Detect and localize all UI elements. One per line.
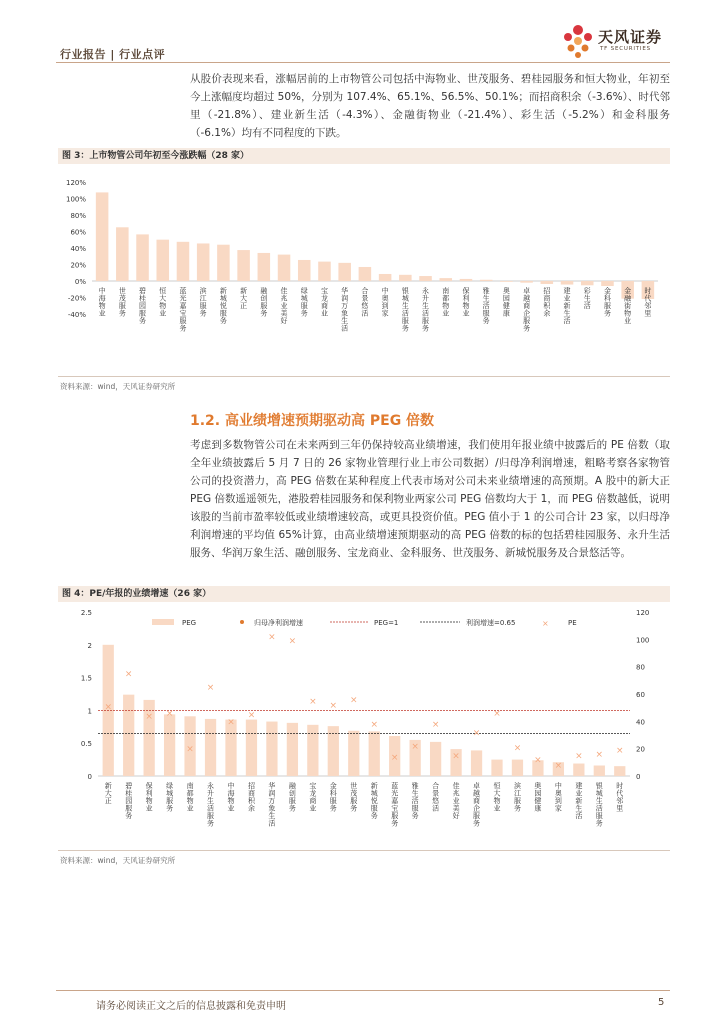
bar	[258, 253, 271, 281]
bar	[561, 281, 574, 285]
x-tick-label: 时代邻里	[644, 287, 652, 318]
x-tick-label: 绿城服务	[300, 287, 308, 318]
x-tick-label: 宝龙商业	[309, 782, 317, 813]
y-tick-label: 100%	[65, 195, 86, 204]
x-tick-label: 雅生活服务	[411, 782, 419, 820]
y-tick-label: 20%	[70, 261, 86, 270]
x-tick-label: 南都物业	[442, 287, 450, 318]
legend-pe-marker: ×	[542, 619, 549, 628]
x-tick-label: 融创服务	[288, 782, 296, 813]
pe-marker: ×	[124, 669, 133, 680]
legend-pe-label: PE	[568, 619, 577, 627]
page-number: 5	[658, 997, 665, 1008]
tf-flower-logo-icon	[560, 22, 596, 62]
x-tick-label: 建业新生活	[575, 782, 583, 820]
bar	[156, 240, 169, 281]
pe-marker: ×	[268, 632, 276, 643]
section-heading: 1.2. 高业绩增速预期驱动高 PEG 倍数	[190, 413, 435, 429]
x-tick-label: 宝龙商业	[320, 287, 328, 318]
bar	[520, 281, 533, 283]
y-tick-label: 120%	[65, 179, 86, 187]
x-tick-label: 新大正	[240, 287, 248, 310]
y-tick-label: 80%	[70, 212, 86, 220]
pe-marker: ×	[165, 709, 174, 720]
x-tick-label: 雅生活服务	[482, 287, 490, 325]
bar	[439, 278, 452, 281]
figure-4-chart	[58, 604, 670, 850]
bar	[338, 263, 351, 281]
x-tick-label: 彩生活	[583, 287, 591, 310]
right-y-tick-label: 120	[636, 609, 650, 617]
bar	[601, 281, 614, 286]
right-y-tick-label: 20	[636, 745, 645, 754]
figure-3-divider	[58, 376, 670, 377]
x-tick-label: 蓝光嘉宝服务	[179, 287, 187, 333]
x-tick-label: 奥园健康	[534, 782, 542, 813]
x-tick-label: 时代邻里	[616, 782, 624, 813]
x-tick-label: 银城生活服务	[595, 782, 603, 828]
x-tick-label: 中海物业	[227, 782, 235, 813]
x-tick-label: 佳兆业美好	[280, 287, 288, 325]
peg-bar	[266, 722, 277, 776]
left-y-tick-label: 2	[87, 641, 92, 650]
brand-subtitle: TF SECURITIES	[600, 46, 651, 52]
pe-marker: ×	[349, 695, 358, 706]
bar	[318, 262, 331, 281]
bar	[278, 255, 291, 281]
x-tick-label: 保利物业	[462, 287, 470, 318]
peg-bar	[123, 695, 134, 776]
peg-bar	[164, 714, 175, 776]
peg-bar	[594, 766, 605, 776]
y-tick-label: -20%	[67, 294, 86, 303]
bar	[177, 242, 190, 281]
x-tick-label: 卓越商企服务	[523, 287, 531, 333]
figure-4-title: 图 4：PE/年报的业绩增速（26 家）	[58, 586, 670, 602]
x-tick-label: 合景悠活	[361, 287, 369, 318]
x-tick-label: 佳兆业美好	[452, 782, 460, 820]
figure-3-title: 图 3：上市物管公司年初至今涨跌幅（28 家）	[58, 148, 670, 164]
x-tick-label: 建业新生活	[563, 287, 571, 325]
footer-divider	[56, 990, 670, 991]
legend-peg1-label: PEG=1	[374, 619, 399, 627]
x-tick-label: 碧桂园服务	[125, 782, 133, 820]
footer-disclaimer: 请务必阅读正文之后的信息披露和免责申明	[96, 1001, 286, 1012]
paragraph-peg-analysis: 考虑到多数物管公司在未来两到三年仍保持较高业绩增速，我们使用年报业绩中披露后的 PE 倍数（取全年业绩披露后 5 月 7 日的 26 家物业管理行业上市公司数据）/归母净利润增速，粗略考察各家物管公司的投资潜力，高 PEG 倍数在某种程度上代表市场对公司未来业绩增速的高预期。A 股中的新大正 PEG 倍数遥遥领先，港股碧桂园服务和保利物业两家公司 PEG 倍数均大于 1，而 PEG 倍数越低，说明该股的当前市盈率较低或业绩增速较高，或更具投资价值。PEG 值小于 1 的公司合计 23 家，以归母净利润增速的平均值 65%计算，由高业绩增速预期驱动的高 PEG 倍数的标的包括碧桂园服务、永升生活服务、华润万象生活、融创服务、宝龙商业、金科服务、世茂服务、新城悦服务及合景悠活等。	[190, 439, 670, 559]
x-tick-label: 中奥到家	[554, 782, 562, 813]
paragraph-price-performance: 从股价表现来看，涨幅居前的上市物管公司包括中海物业、世茂服务、碧桂园服务和恒大物业，年初至今上涨幅度均超过 50%，分别为 107.4%、65.1%、56.5%、50.1%；而招商积余（-3.6%）、时代邻里（-21.8%）、建业新生活（-4.3%）、金融街物业（-21.4%）、彩生活（-5.2%）和金科服务（-6.1%）均有不同程度的下跌。	[190, 73, 670, 139]
left-y-tick-label: 1	[87, 707, 92, 716]
peg-bar	[348, 731, 359, 776]
x-tick-label: 银城生活服务	[401, 287, 409, 333]
x-tick-label: 融创服务	[260, 287, 268, 318]
x-tick-label: 碧桂园服务	[139, 287, 147, 325]
pe-marker: ×	[104, 702, 113, 713]
x-tick-label: 绿城服务	[166, 782, 174, 813]
pe-marker: ×	[575, 751, 583, 762]
peg-bar	[205, 719, 216, 776]
peg-bar	[491, 760, 502, 776]
legend-peg-swatch	[152, 619, 174, 625]
x-tick-label: 华润万象生活	[341, 287, 349, 333]
report-section-label: 行业报告 | 行业点评	[60, 48, 166, 61]
bar	[359, 267, 372, 281]
peg-bar	[246, 720, 257, 776]
legend-peg-label: PEG	[182, 619, 197, 627]
pe-marker: ×	[370, 720, 379, 731]
bar	[197, 243, 210, 281]
y-tick-label: 40%	[70, 245, 86, 253]
pe-marker: ×	[227, 717, 235, 728]
figure-3-chart	[58, 168, 670, 376]
x-tick-label: 合景悠活	[432, 782, 440, 813]
x-tick-label: 南都物业	[186, 782, 194, 813]
y-tick-label: 60%	[70, 228, 86, 237]
left-y-tick-label: 0.5	[80, 740, 92, 749]
peg-bar	[369, 731, 380, 776]
bar	[217, 245, 230, 281]
brand-logo	[560, 22, 680, 66]
y-tick-label: -40%	[67, 311, 86, 319]
x-tick-label: 世茂服务	[350, 782, 358, 813]
pe-marker: ×	[288, 636, 297, 647]
right-y-tick-label: 0	[636, 773, 641, 781]
x-tick-label: 恒大物业	[159, 287, 167, 318]
peg-bar	[512, 760, 523, 776]
y-tick-label: 0%	[74, 278, 86, 286]
x-tick-label: 华润万象生活	[268, 782, 276, 828]
pe-marker: ×	[329, 700, 338, 711]
pe-marker: ×	[493, 709, 501, 720]
figure-3-source: 资料来源：wind，天风证券研究所	[60, 382, 176, 391]
bar	[399, 275, 412, 281]
bar	[480, 280, 493, 281]
peg-bar	[287, 723, 298, 776]
legend-growth-line-label: 利润增速=0.65	[466, 619, 516, 627]
bar	[541, 281, 554, 284]
bar	[379, 274, 392, 281]
bar	[136, 234, 149, 281]
left-y-tick-label: 1.5	[80, 674, 92, 683]
x-tick-label: 中奥到家	[381, 287, 389, 318]
x-tick-label: 招商积余	[543, 287, 551, 318]
price-change-bar-chart	[58, 168, 670, 376]
x-tick-label: 中海物业	[98, 287, 106, 318]
x-tick-label: 卓越商企服务	[473, 782, 481, 828]
pe-marker: ×	[472, 728, 481, 739]
bar	[581, 281, 594, 285]
pe-marker: ×	[390, 752, 399, 763]
x-tick-label: 永升生活服务	[207, 782, 215, 828]
pe-marker: ×	[595, 750, 604, 761]
x-tick-label: 滨江服务	[513, 782, 521, 813]
x-tick-label: 新城悦服务	[219, 287, 227, 325]
left-y-tick-label: 2.5	[80, 609, 92, 617]
x-tick-label: 金科服务	[329, 782, 337, 813]
pe-marker: ×	[615, 746, 624, 757]
peg-bar	[614, 766, 625, 776]
pe-marker: ×	[309, 696, 317, 707]
peg-combo-chart	[58, 604, 670, 850]
pe-marker: ×	[247, 710, 256, 721]
bar	[298, 260, 311, 281]
legend-growth-marker	[240, 620, 244, 624]
brand-name: 天风证券	[598, 28, 663, 46]
x-tick-label: 招商积余	[247, 782, 255, 813]
bar	[237, 250, 250, 281]
peg-bar	[471, 750, 482, 776]
bar	[116, 227, 129, 281]
figure-4-source: 资料来源：wind，天风证券研究所	[60, 856, 176, 865]
x-tick-label: 保利物业	[145, 782, 153, 813]
pe-marker: ×	[186, 744, 194, 755]
bar	[96, 192, 109, 281]
x-tick-label: 滨江服务	[199, 287, 207, 318]
x-tick-label: 恒大物业	[493, 782, 501, 813]
peg-bar	[307, 725, 318, 776]
bar	[460, 279, 473, 281]
pe-marker: ×	[411, 741, 419, 752]
x-tick-label: 奥园健康	[502, 287, 510, 318]
right-y-tick-label: 100	[636, 636, 650, 645]
x-tick-label: 蓝光嘉宝服务	[391, 782, 399, 828]
figure-4-divider	[58, 850, 670, 851]
x-tick-label: 世茂服务	[118, 287, 126, 318]
peg-bar	[573, 764, 584, 776]
right-y-tick-label: 40	[636, 718, 645, 727]
legend-growth-label: 归母净利润增速	[254, 619, 303, 627]
peg-bar	[430, 742, 441, 776]
x-tick-label: 金融街物业	[624, 287, 632, 325]
peg-bar	[225, 720, 236, 776]
pe-marker: ×	[554, 761, 563, 772]
right-y-tick-label: 80	[636, 663, 645, 672]
bar	[500, 281, 513, 282]
x-tick-label: 新大正	[104, 782, 112, 805]
pe-marker: ×	[452, 751, 460, 762]
x-tick-label: 新城悦服务	[370, 782, 378, 820]
pe-marker: ×	[513, 743, 522, 754]
pe-marker: ×	[145, 711, 153, 722]
bar	[419, 276, 432, 281]
pe-marker: ×	[534, 755, 542, 766]
left-y-tick-label: 0	[87, 773, 92, 781]
x-tick-label: 金科服务	[603, 287, 611, 318]
pe-marker: ×	[431, 720, 440, 731]
right-y-tick-label: 60	[636, 691, 645, 699]
pe-marker: ×	[206, 683, 215, 694]
x-tick-label: 永升生活服务	[422, 287, 430, 333]
